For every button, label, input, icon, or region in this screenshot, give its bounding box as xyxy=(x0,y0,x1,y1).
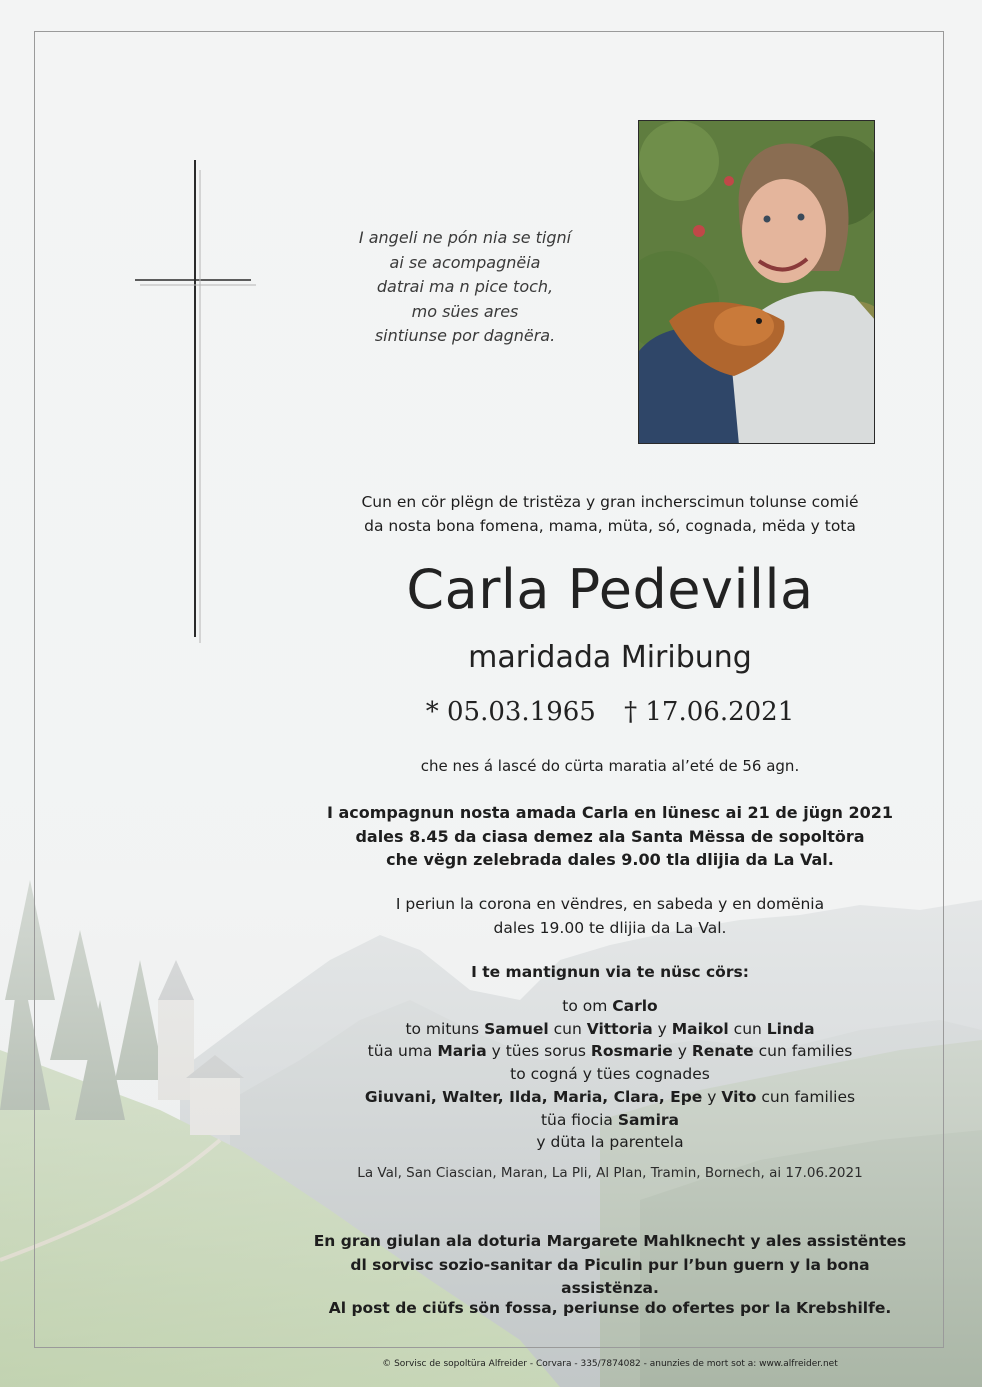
mourners-list xyxy=(300,995,920,1154)
rosary-line: dales 19.00 te dlijia da La Val. xyxy=(493,918,727,937)
intro-line: da nosta bona fomena, mama, müta, só, cognada, mëda y tota xyxy=(364,517,856,535)
funeral-line: I acompagnun nosta amada Carla en lünesc ai 21 de jügn 2021 xyxy=(326,803,894,822)
rosary-details xyxy=(300,893,920,940)
text: cun families xyxy=(756,1087,856,1106)
person-name: Maria xyxy=(437,1042,487,1061)
poem-line: I angeli ne pón nia se tigní xyxy=(358,228,572,247)
funeral-line: dales 8.45 da ciasa demez ala Santa Mëssa de sopoltöra xyxy=(355,826,865,846)
thanks-line: dl sorvisc sozio-sanitar da Piculin pur l’bun guern y la bona assistënza. xyxy=(350,1255,870,1297)
mourner-line xyxy=(300,995,920,1018)
married-name: maridada Miribung xyxy=(468,640,752,675)
deceased-name: Carla Pedevilla xyxy=(406,558,814,621)
mourner-line xyxy=(300,1109,920,1132)
birth-date: * 05.03.1965 xyxy=(425,697,596,727)
text: to cogná y tües cognades xyxy=(510,1065,710,1084)
person-name: Renate xyxy=(691,1042,754,1061)
donation-request: Al post de ciüfs sön fossa, periunse do ofertes por la Krebshilfe. xyxy=(328,1299,892,1317)
funeral-service-footer: © Sorvisc de sopoltüra Alfreider - Corvara - 335/7874082 - anunzies de mort sot a: www.alfreider.net xyxy=(382,1359,838,1369)
person-name: Giuvani, Walter, Ilda, Maria, Clara, Epe xyxy=(364,1087,703,1106)
person-name: Vito xyxy=(721,1087,757,1106)
text: y xyxy=(702,1087,722,1106)
person-name: Samuel xyxy=(484,1019,549,1038)
person-name: Rosmarie xyxy=(590,1042,673,1061)
cross-icon xyxy=(130,155,260,645)
funeral-details xyxy=(300,801,920,872)
poem-line: sintiunse por dagnëra. xyxy=(374,326,556,345)
thanks-line: En gran giulan ala doturia Margarete Mahlknecht y ales assistëntes xyxy=(313,1232,907,1250)
memorial-poem xyxy=(300,226,630,349)
text: y xyxy=(672,1042,692,1061)
mourner-line xyxy=(300,1040,920,1063)
announcement-intro xyxy=(300,490,920,538)
funeral-line: che vëgn zelebrada dales 9.00 tla dlijia da La Val. xyxy=(386,850,834,869)
person-name: Samira xyxy=(617,1110,680,1129)
mourner-line xyxy=(300,1018,920,1041)
death-date: † 17.06.2021 xyxy=(624,697,795,727)
text: cun xyxy=(728,1019,767,1038)
text: cun families xyxy=(753,1042,853,1061)
passing-text: che nes á lascé do cürta maratia al’eté de 56 agn. xyxy=(420,757,800,775)
person-name: Carlo xyxy=(612,997,658,1015)
person-name: Linda xyxy=(766,1019,815,1038)
text: y düta la parentela xyxy=(536,1133,684,1152)
mourner-line xyxy=(300,1086,920,1109)
rosary-line: I periun la corona en vëndres, en sabeda y en domënia xyxy=(395,895,825,913)
text: to mituns xyxy=(405,1019,485,1038)
text: to om xyxy=(562,997,613,1015)
portrait-photo xyxy=(638,120,875,444)
poem-line: mo sües ares xyxy=(411,301,519,321)
acknowledgement xyxy=(300,1230,920,1301)
person-name: Maikol xyxy=(671,1019,729,1038)
text: cun xyxy=(548,1019,587,1038)
intro-line: Cun en cör plëgn de tristëza y gran incherscimun tolunse comié xyxy=(361,493,859,511)
poem-line: ai se acompagnëia xyxy=(389,252,541,272)
text: tüa fiocia xyxy=(540,1110,618,1129)
text: y xyxy=(652,1019,672,1038)
portrait-photo-image xyxy=(639,121,875,444)
person-name: Vittoria xyxy=(586,1019,653,1038)
life-dates xyxy=(300,693,920,731)
text: y tües sorus xyxy=(486,1042,591,1061)
mourner-line xyxy=(300,1131,920,1154)
poem-line: datrai ma n pice toch, xyxy=(376,277,554,296)
mourners-heading: I te mantignun via te nüsc cörs: xyxy=(471,963,749,981)
place-and-date: La Val, San Ciascian, Maran, La Pli, Al Plan, Tramin, Bornech, ai 17.06.2021 xyxy=(357,1165,863,1181)
mourner-line xyxy=(300,1063,920,1086)
text: tüa uma xyxy=(367,1042,438,1061)
